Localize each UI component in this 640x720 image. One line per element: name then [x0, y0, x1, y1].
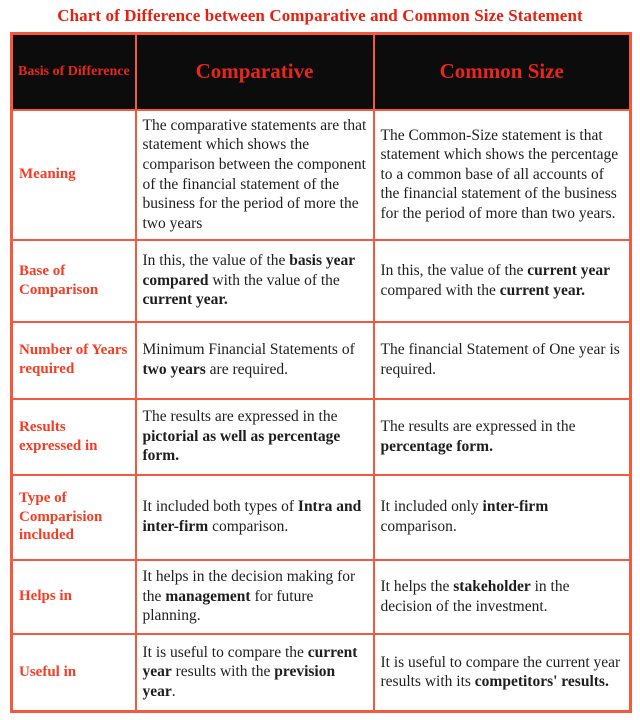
cell-common-size: The financial Statement of One year is required. [374, 322, 631, 399]
cell-comparative: In this, the value of the basis year compared with the value of the current year. [136, 240, 374, 322]
header-row [12, 34, 631, 110]
table-row [12, 399, 631, 475]
row-basis-label: Helps in [12, 560, 136, 634]
row-basis-label: Base of Comparison [12, 240, 136, 322]
header-common-size: Common Size [374, 34, 631, 110]
table-row [12, 475, 631, 560]
row-basis-label: Type of Comparision included [12, 475, 136, 560]
row-basis-label: Useful in [12, 634, 136, 712]
row-basis-label: Number of Years required [12, 322, 136, 399]
row-basis-label: Meaning [12, 110, 136, 240]
cell-common-size: The Common-Size statement is that statement which shows the percentage to a common base of all accounts of the financial statement of the business for the period of more than two years. [374, 110, 631, 240]
cell-common-size: It is useful to compare the current year results with its competitors' results. [374, 634, 631, 712]
row-basis-label: Results expressed in [12, 399, 136, 475]
cell-common-size: In this, the value of the current year compared with the current year. [374, 240, 631, 322]
header-comparative: Comparative [136, 34, 374, 110]
cell-comparative: It included both types of Intra and inter-firm comparison. [136, 475, 374, 560]
cell-comparative: Minimum Financial Statements of two years are required. [136, 322, 374, 399]
table-row [12, 110, 631, 240]
cell-comparative: It is useful to compare the current year results with the prevision year. [136, 634, 374, 712]
table-body [12, 110, 631, 712]
table-row [12, 240, 631, 322]
cell-common-size: The results are expressed in the percentage form. [374, 399, 631, 475]
cell-comparative: The results are expressed in the pictorial as well as percentage form. [136, 399, 374, 475]
table-header [12, 34, 631, 110]
cell-common-size: It included only inter-firm comparison. [374, 475, 631, 560]
table-row [12, 560, 631, 634]
page-title: Chart of Difference between Comparative and Common Size Statement [57, 6, 583, 25]
cell-common-size: It helps the stakeholder in the decision of the investment. [374, 560, 631, 634]
table-row [12, 322, 631, 399]
comparison-table [10, 32, 632, 713]
cell-comparative: It helps in the decision making for the management for future planning. [136, 560, 374, 634]
cell-comparative: The comparative statements are that statement which shows the comparison between the component of the financial statement of the business for the period of more the two years [136, 110, 374, 240]
header-basis-of-difference: Basis of Difference [12, 34, 136, 110]
table-row [12, 634, 631, 712]
